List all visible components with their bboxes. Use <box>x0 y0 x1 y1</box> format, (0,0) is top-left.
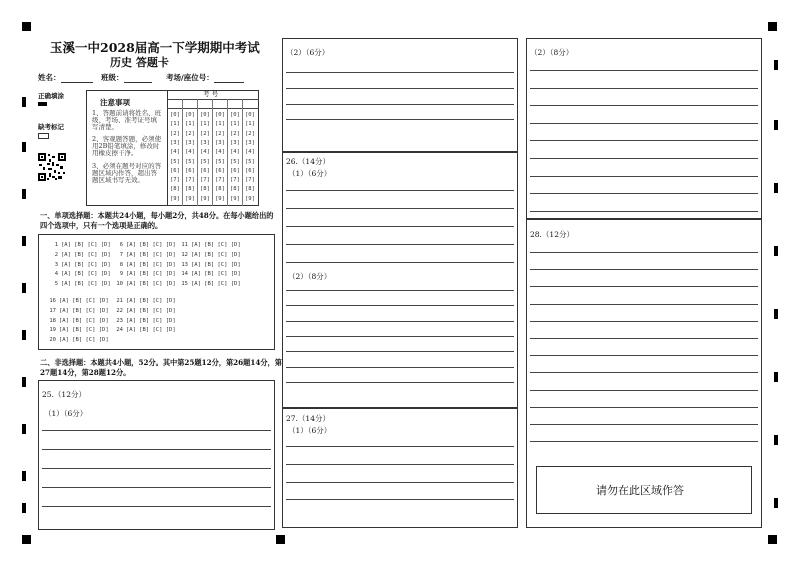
answer-rule-line <box>42 506 271 507</box>
mcq-options[interactable]: [A] [B] [C] [D] <box>126 251 176 258</box>
side-mark <box>22 283 26 293</box>
mcq-row[interactable] <box>113 308 176 314</box>
exam-id-bubble[interactable]: [7] <box>200 177 210 184</box>
answer-rule-line <box>286 226 514 227</box>
exam-id-bubble[interactable]: [0] <box>185 112 195 118</box>
mcq-row[interactable] <box>113 298 176 304</box>
exam-id-bubble[interactable]: [4] <box>230 149 240 156</box>
mcq-row[interactable] <box>178 262 241 268</box>
mcq-row[interactable] <box>46 337 109 343</box>
exam-id-bubble[interactable]: [0] <box>215 112 225 118</box>
corner-mark-bl <box>22 535 31 544</box>
mcq-row[interactable] <box>46 298 109 304</box>
side-mark <box>22 97 26 107</box>
mcq-options[interactable]: [A] [B] [C] [D] <box>126 307 176 314</box>
exam-id-bubble[interactable]: [9] <box>215 195 225 202</box>
exam-id-bubble[interactable]: [3] <box>245 139 255 146</box>
mcq-options[interactable]: [A] [B] [C] [D] <box>61 261 111 268</box>
exam-id-bubble[interactable]: [1] <box>185 121 195 128</box>
mcq-row[interactable] <box>48 242 111 248</box>
corner-mark-tr <box>768 22 777 31</box>
mcq-options[interactable]: [A] [B] [C] [D] <box>126 281 176 288</box>
answer-rule-line <box>286 351 514 352</box>
mcq-options[interactable]: [A] [B] [C] [D] <box>126 298 176 304</box>
q25-title: 25.（12分） <box>42 390 86 399</box>
side-mark <box>774 183 778 193</box>
q28-title: 28.（12分） <box>530 230 574 239</box>
answer-rule-line <box>530 269 758 270</box>
answer-rule-line <box>286 446 514 447</box>
mcq-row[interactable] <box>113 262 176 268</box>
name-label: 姓名： <box>38 73 61 82</box>
exam-id-bubble[interactable]: [9] <box>230 195 240 202</box>
mcq-options[interactable]: [A] [B] [C] [D] <box>61 271 111 278</box>
page-title: 玉溪一中2028届高一下学期期中考试 <box>50 40 260 55</box>
mcq-row[interactable] <box>48 262 111 268</box>
answer-rule-line <box>530 176 758 177</box>
side-mark <box>774 120 778 130</box>
answer-rule-line <box>530 252 758 253</box>
answer-rule-line <box>286 367 514 368</box>
exam-id-bubble[interactable]: [2] <box>245 130 255 137</box>
answer-rule-line <box>530 105 758 106</box>
exam-id-col-divider <box>182 99 183 206</box>
exam-id-bubble[interactable]: [8] <box>200 186 210 193</box>
side-mark <box>774 498 778 508</box>
q26-part1-label: （1）（6分） <box>288 169 332 178</box>
mcq-row[interactable] <box>113 327 176 333</box>
section1-heading: 一、单项选择题：本题共24小题，每小题2分，共48分。在每小题给出的 <box>40 211 274 220</box>
exam-id-bubble[interactable]: [4] <box>185 149 195 156</box>
notice-item: 2、客观题答题，必须使用2B铅笔填涂，修改时用橡皮擦干净。 <box>92 135 162 157</box>
mcq-row[interactable] <box>178 281 241 287</box>
notice-title: 注意事项 <box>100 98 130 107</box>
exam-id-bubble[interactable]: [3] <box>170 139 180 146</box>
mcq-number: 21 <box>116 298 123 304</box>
side-mark <box>22 236 26 246</box>
q27-part2-box[interactable] <box>526 38 762 219</box>
mcq-row[interactable] <box>46 327 109 333</box>
mcq-row[interactable] <box>113 271 176 277</box>
answer-rule-line <box>286 119 514 120</box>
exam-id-bubble[interactable]: [8] <box>215 186 225 193</box>
exam-id-bubble[interactable]: [1] <box>200 121 210 128</box>
exam-id-bubble[interactable]: [5] <box>215 158 225 165</box>
mcq-row[interactable] <box>46 308 109 314</box>
exam-id-bubble[interactable]: [6] <box>245 167 255 174</box>
mcq-number: 15 <box>181 281 188 288</box>
answer-rule-line <box>286 208 514 209</box>
exam-id-bubble[interactable]: [3] <box>200 139 210 146</box>
answer-rule-line <box>530 441 758 442</box>
answer-rule-line <box>286 336 514 337</box>
side-mark <box>22 503 26 513</box>
answer-rule-line <box>286 305 514 306</box>
side-mark <box>774 435 778 445</box>
mcq-options[interactable]: [A] [B] [C] [D] <box>59 327 109 334</box>
mcq-number: 4 <box>54 271 58 278</box>
exam-id-bubble[interactable]: [1] <box>215 121 225 128</box>
exam-id-bubble[interactable]: [5] <box>200 158 210 165</box>
exam-id-bubble[interactable]: [5] <box>185 158 195 165</box>
exam-id-bubble[interactable]: [9] <box>200 195 210 202</box>
answer-rule-line <box>530 158 758 159</box>
mcq-number: 2 <box>54 251 58 258</box>
exam-id-bubble[interactable]: [0] <box>245 112 255 118</box>
mcq-number: 19 <box>49 327 56 334</box>
mcq-row[interactable] <box>48 271 111 277</box>
notice-item: 1、答题前请将姓名、班级、考场、准考证号填写清楚。 <box>92 109 162 131</box>
section2-heading-cont: 27题14分，第28题12分。 <box>40 368 131 377</box>
exam-id-bubble[interactable]: [8] <box>170 186 180 193</box>
exam-id-bubble[interactable]: [3] <box>185 139 195 146</box>
answer-rule-line <box>286 464 514 465</box>
mcq-options[interactable]: [A] [B] [C] [D] <box>191 261 241 268</box>
exam-id-bubble[interactable]: [1] <box>230 121 240 128</box>
exam-id-bubble[interactable]: [7] <box>170 177 180 184</box>
answer-rule-line <box>42 468 271 469</box>
exam-id-col-divider <box>242 99 243 206</box>
exam-id-bubble[interactable]: [7] <box>230 177 240 184</box>
exam-id-col-divider <box>227 99 228 206</box>
exam-id-bubble[interactable]: [9] <box>185 195 195 202</box>
exam-id-bubble[interactable]: [5] <box>170 158 180 165</box>
mcq-options[interactable]: [A] [B] [C] [D] <box>191 271 241 278</box>
mcq-number: 13 <box>181 261 188 268</box>
exam-id-bubble[interactable]: [8] <box>245 186 255 193</box>
mcq-options[interactable]: [A] [B] [C] [D] <box>59 337 109 344</box>
section2-heading: 二、非选择题：本题共4小题，52分。其中第25题12分，第26题14分，第 <box>40 358 282 367</box>
mcq-options[interactable]: [A] [B] [C] [D] <box>59 307 109 314</box>
correct-fill-label: 正确填涂 <box>38 92 64 100</box>
corner-mark-tl <box>22 22 31 31</box>
answer-rule-line <box>286 72 514 73</box>
answer-rule-line <box>530 390 758 391</box>
mcq-number: 1 <box>54 242 58 248</box>
filled-bubble-sample <box>38 102 47 106</box>
answer-rule-line <box>42 430 271 431</box>
exam-id-bubble[interactable]: [9] <box>170 195 180 202</box>
side-mark <box>22 377 26 387</box>
side-mark <box>774 372 778 382</box>
class-field[interactable] <box>101 72 152 83</box>
seat-label: 考场/座位号： <box>166 73 214 82</box>
qr-code <box>38 153 66 181</box>
answer-rule-line <box>530 355 758 356</box>
answer-rule-line <box>530 193 758 194</box>
exam-id-bubble[interactable]: [7] <box>215 177 225 184</box>
corner-mark-bm <box>276 535 285 544</box>
mcq-number: 22 <box>116 307 123 314</box>
mcq-options[interactable]: [A] [B] [C] [D] <box>191 281 241 288</box>
answer-rule-line <box>530 321 758 322</box>
seat-field[interactable] <box>166 72 244 83</box>
q27-title: 27.（14分） <box>286 414 330 423</box>
q27-part1-label: （1）（6分） <box>288 426 332 435</box>
mcq-number: 12 <box>181 251 188 258</box>
exam-id-bubble[interactable]: [8] <box>230 186 240 193</box>
exam-id-col-divider <box>197 99 198 206</box>
mcq-number: 14 <box>181 271 188 278</box>
q27-part2-label: （2）（8分） <box>530 48 574 57</box>
answer-rule-line <box>286 190 514 191</box>
answer-rule-line <box>286 499 514 500</box>
mcq-options[interactable]: [A] [B] [C] [D] <box>59 298 109 304</box>
answer-rule-line <box>286 244 514 245</box>
mcq-options[interactable]: [A] [B] [C] [D] <box>59 317 109 324</box>
exam-id-bubble[interactable]: [6] <box>200 167 210 174</box>
exam-id-bubble[interactable]: [4] <box>215 149 225 156</box>
answer-rule-line <box>286 321 514 322</box>
answer-rule-line <box>286 88 514 89</box>
q25-part1-label: （1）（6分） <box>44 409 88 418</box>
side-mark <box>22 142 26 152</box>
mcq-number: 16 <box>49 298 56 304</box>
answer-rule-line <box>530 211 758 212</box>
exam-id-bubble[interactable]: [6] <box>170 167 180 174</box>
q26-title: 26.（14分） <box>286 157 330 166</box>
mcq-row[interactable] <box>113 281 176 287</box>
mcq-options[interactable]: [A] [B] [C] [D] <box>126 327 176 334</box>
mcq-number: 23 <box>116 317 123 324</box>
side-mark <box>22 471 26 481</box>
exam-id-bubble[interactable]: [4] <box>245 149 255 156</box>
mcq-options[interactable]: [A] [B] [C] [D] <box>191 251 241 258</box>
exam-id-bubble[interactable]: [4] <box>200 149 210 156</box>
no-write-label: 请勿在此区域作答 <box>596 484 684 497</box>
q25-part2-label: （2）（6分） <box>286 48 330 57</box>
answer-rule-line <box>42 487 271 488</box>
mcq-row[interactable] <box>178 242 241 248</box>
mcq-number: 17 <box>49 307 56 314</box>
answer-rule-line <box>530 123 758 124</box>
q25-answer-box[interactable] <box>38 380 275 530</box>
exam-id-bubble[interactable]: [0] <box>200 112 210 118</box>
exam-id-bubble[interactable]: [9] <box>245 195 255 202</box>
mcq-row[interactable] <box>113 242 176 248</box>
mcq-number: 6 <box>119 242 123 248</box>
answer-rule-line <box>286 290 514 291</box>
exam-id-bubble[interactable]: [8] <box>185 186 195 193</box>
mcq-number: 11 <box>181 242 188 248</box>
q26-part2-label: （2）（8分） <box>288 272 332 281</box>
exam-id-bubble[interactable]: [1] <box>245 121 255 128</box>
mcq-row[interactable] <box>178 252 241 258</box>
exam-id-bubble[interactable]: [3] <box>215 139 225 146</box>
mcq-row[interactable] <box>48 252 111 258</box>
exam-id-bubble[interactable]: [6] <box>215 167 225 174</box>
answer-rule-line <box>286 482 514 483</box>
mcq-options[interactable]: [A] [B] [C] [D] <box>126 317 176 324</box>
answer-rule-line <box>530 424 758 425</box>
class-label: 班级： <box>101 73 124 82</box>
exam-id-bubble[interactable]: [2] <box>230 130 240 137</box>
exam-id-bubble[interactable]: [2] <box>170 130 180 137</box>
page-subtitle: 历史 答题卡 <box>110 56 169 69</box>
answer-rule-line <box>286 382 514 383</box>
mcq-number: 8 <box>119 261 123 268</box>
answer-rule-line <box>530 407 758 408</box>
mcq-number: 3 <box>54 261 58 268</box>
mcq-number: 18 <box>49 317 56 324</box>
mcq-options[interactable]: [A] [B] [C] [D] <box>126 242 176 248</box>
mcq-row[interactable] <box>46 318 109 324</box>
mcq-number: 20 <box>49 337 56 344</box>
exam-id-bubble[interactable]: [5] <box>230 158 240 165</box>
absent-label: 缺考标记 <box>38 123 64 131</box>
mcq-row[interactable] <box>113 318 176 324</box>
section1-heading-cont: 四个选项中，只有一个选项是正确的。 <box>40 221 163 230</box>
exam-id-bubble[interactable]: [2] <box>215 130 225 137</box>
mcq-options[interactable]: [A] [B] [C] [D] <box>61 281 111 288</box>
exam-id-bubble[interactable]: [7] <box>185 177 195 184</box>
answer-rule-line <box>530 88 758 89</box>
exam-id-bubble[interactable]: [1] <box>170 121 180 128</box>
side-mark <box>22 330 26 340</box>
exam-id-bubble[interactable]: [5] <box>245 158 255 165</box>
name-field[interactable] <box>38 72 93 83</box>
side-mark <box>22 424 26 434</box>
exam-id-bubble[interactable]: [2] <box>185 130 195 137</box>
answer-rule-line <box>530 304 758 305</box>
mcq-options[interactable]: [A] [B] [C] [D] <box>191 242 241 248</box>
mcq-number: 7 <box>119 251 123 258</box>
mcq-number: 10 <box>116 281 123 288</box>
mcq-number: 9 <box>119 271 123 278</box>
corner-mark-br <box>768 535 777 544</box>
mcq-options[interactable]: [A] [B] [C] [D] <box>126 261 176 268</box>
exam-id-col-divider <box>212 99 213 206</box>
exam-id-bubble[interactable]: [7] <box>245 177 255 184</box>
mcq-options[interactable]: [A] [B] [C] [D] <box>126 271 176 278</box>
answer-rule-line <box>530 140 758 141</box>
answer-rule-line <box>530 286 758 287</box>
answer-rule-line <box>530 372 758 373</box>
exam-id-bubble[interactable]: [4] <box>170 149 180 156</box>
side-mark <box>774 60 778 70</box>
answer-rule-line <box>286 104 514 105</box>
answer-rule-line <box>530 338 758 339</box>
mcq-options[interactable]: [A] [B] [C] [D] <box>61 242 111 248</box>
exam-id-divider <box>167 108 259 109</box>
exam-id-divider <box>167 99 259 100</box>
exam-id-title: 考 号 <box>203 90 219 98</box>
exam-id-bubble[interactable]: [6] <box>185 167 195 174</box>
exam-id-bubble[interactable]: [0] <box>170 112 180 118</box>
mcq-number: 24 <box>116 327 123 334</box>
exam-id-bubble[interactable]: [3] <box>230 139 240 146</box>
exam-id-bubble[interactable]: [2] <box>200 130 210 137</box>
mcq-row[interactable] <box>48 281 111 287</box>
mcq-number: 5 <box>54 281 58 288</box>
mcq-options[interactable]: [A] [B] [C] [D] <box>61 251 111 258</box>
absent-bubble[interactable] <box>38 133 49 139</box>
side-mark <box>774 309 778 319</box>
mcq-row[interactable] <box>113 252 176 258</box>
side-mark <box>774 246 778 256</box>
mcq-row[interactable] <box>178 271 241 277</box>
answer-rule-line <box>530 70 758 71</box>
side-mark <box>22 189 26 199</box>
exam-id-bubble[interactable]: [6] <box>230 167 240 174</box>
notice-item: 3、必须在题号对应的答题区域内作答，超出答题区域书写无效。 <box>92 162 162 184</box>
answer-rule-line <box>42 449 271 450</box>
answer-rule-line <box>286 262 514 263</box>
exam-id-bubble[interactable]: [0] <box>230 112 240 118</box>
